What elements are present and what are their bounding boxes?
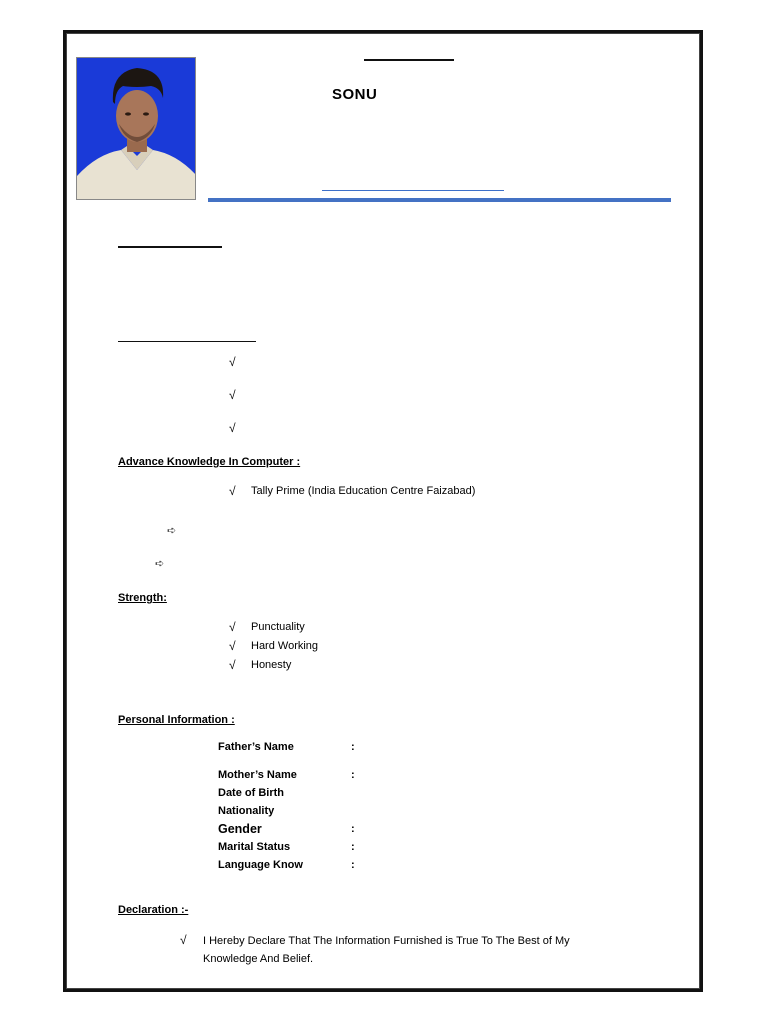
declaration-check: √	[180, 933, 187, 947]
title-rule	[364, 59, 454, 61]
header-divider	[208, 198, 671, 202]
contact-underline	[322, 190, 504, 191]
strength-check-2: √	[229, 639, 236, 653]
field-label-date-of-birth: Date of Birth	[218, 787, 284, 799]
strength-item: Honesty	[251, 659, 292, 671]
qualification-check-2: √	[229, 388, 236, 402]
field-label-language-know: Language Know	[218, 859, 303, 871]
field-label-mother-name: Mother’s Name	[218, 769, 297, 781]
field-colon: :	[351, 859, 355, 871]
computer-check: √	[229, 484, 236, 498]
declaration-heading: Declaration :-	[118, 904, 189, 916]
strength-item: Punctuality	[251, 621, 305, 633]
arrow-bullet-icon: ➪	[155, 558, 165, 570]
strength-item: Hard Working	[251, 640, 319, 652]
field-label-gender: Gender	[218, 822, 262, 836]
qualification-heading-rule	[118, 341, 256, 342]
arrow-bullet-icon: ➪	[167, 525, 177, 537]
computer-knowledge-heading: Advance Knowledge In Computer :	[118, 456, 301, 468]
field-colon: :	[351, 823, 355, 835]
field-label-marital-status: Marital Status	[218, 841, 291, 853]
field-label-father-name: Father’s Name	[218, 741, 294, 753]
computer-item: Tally Prime (India Education Centre Faizabad)	[251, 485, 476, 497]
strength-check-1: √	[229, 620, 236, 634]
qualification-check-3: √	[229, 421, 236, 435]
profile-photo	[76, 57, 196, 200]
field-colon: :	[351, 841, 355, 853]
strength-check-3: √	[229, 658, 236, 672]
declaration-text: I Hereby Declare That The Information Furnished is True To The Best of My Knowledge And Belief.	[203, 935, 570, 965]
field-colon: :	[351, 769, 355, 781]
field-label-nationality: Nationality	[218, 805, 275, 817]
personal-info-heading: Personal Information :	[118, 714, 235, 726]
qualification-check-1: √	[229, 355, 236, 369]
candidate-name: SONU	[332, 86, 378, 103]
strength-heading: Strength:	[118, 592, 167, 604]
objective-heading-rule	[118, 246, 222, 248]
portrait-photo-icon	[77, 58, 196, 200]
field-colon: :	[351, 741, 355, 753]
